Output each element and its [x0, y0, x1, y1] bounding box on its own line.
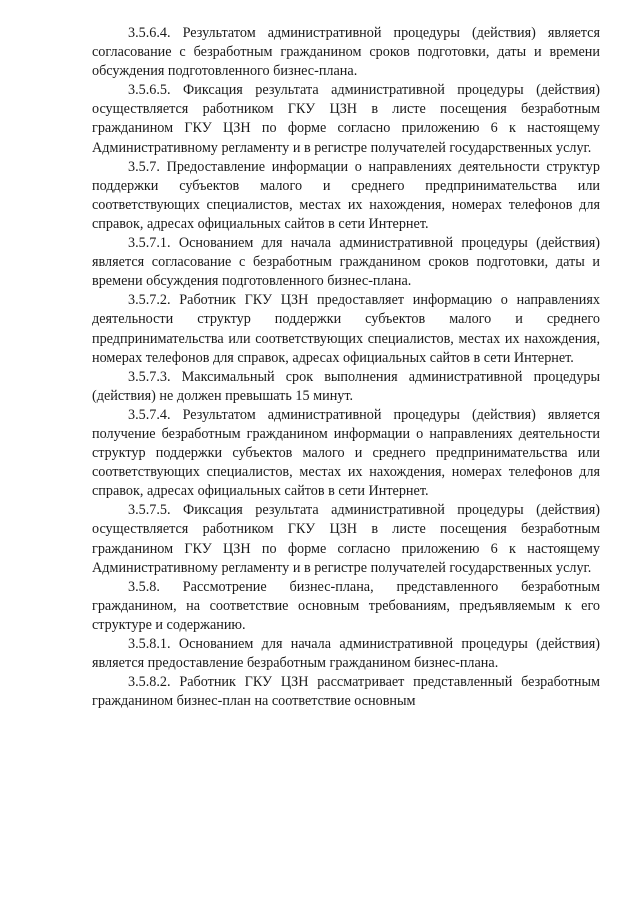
paragraph-3-5-7-1: 3.5.7.1. Основанием для начала административной процедуры (действия) является согласование с безработным гражданином сроков подготовки, даты и времени обсуждения подготовленного бизнес-плана. — [92, 235, 600, 290]
paragraph-3-5-7-5: 3.5.7.5. Фиксация результата административной процедуры (действия) осуществляется работником ГКУ ЦЗН в листе посещения безработным гражданином ГКУ ЦЗН по форме согласно приложению 6 к настоящему Административному регламенту и в регистре получателей государственных услуг. — [92, 502, 600, 576]
paragraph-3-5-7-4: 3.5.7.4. Результатом административной процедуры (действия) является получение безработным гражданином информации о направлениях деятельности структур поддержки субъектов малого и среднего предпринимательства или соответствующих специалистов, местах их нахождения, номерах телефонов для справок, адресах официальных сайтов в сети Интернет. — [92, 406, 600, 500]
document-body — [92, 24, 600, 711]
paragraph-3-5-8-1: 3.5.8.1. Основанием для начала административной процедуры (действия) является предоставление безработным гражданином бизнес-плана. — [92, 636, 600, 672]
paragraph-3-5-7-3: 3.5.7.3. Максимальный срок выполнения административной процедуры (действия) не должен превышать 15 минут. — [92, 368, 600, 404]
paragraph-3-5-6-5: 3.5.6.5. Фиксация результата административной процедуры (действия) осуществляется работником ГКУ ЦЗН в листе посещения безработным гражданином ГКУ ЦЗН по форме согласно приложению 6 к настоящему Административному регламенту и в регистре получателей государственных услуг. — [92, 82, 600, 156]
paragraph-3-5-7-2: 3.5.7.2. Работник ГКУ ЦЗН предоставляет информацию о направлениях деятельности структур поддержки субъектов малого и среднего предпринимательства или соответствующих специалистов, местах их нахождения, номерах телефонов для справок, адресах официальных сайтов в сети Интернет. — [92, 292, 600, 366]
paragraph-3-5-8-2: 3.5.8.2. Работник ГКУ ЦЗН рассматривает представленный безработным гражданином бизнес-план на соответствие основным — [92, 674, 600, 710]
paragraph-3-5-7: 3.5.7. Предоставление информации о направлениях деятельности структур поддержки субъектов малого и среднего предпринимательства или соответствующих специалистов, местах их нахождения, номерах телефонов для справок, адресах официальных сайтов в сети Интернет. — [92, 158, 600, 232]
paragraph-3-5-8: 3.5.8. Рассмотрение бизнес-плана, представленного безработным гражданином, на соответствие основным требованиям, предъявляемым к его структуре и содержанию. — [92, 578, 600, 633]
paragraph-3-5-6-4: 3.5.6.4. Результатом административной процедуры (действия) является согласование с безработным гражданином сроков подготовки, даты и времени обсуждения подготовленного бизнес-плана. — [92, 25, 600, 80]
